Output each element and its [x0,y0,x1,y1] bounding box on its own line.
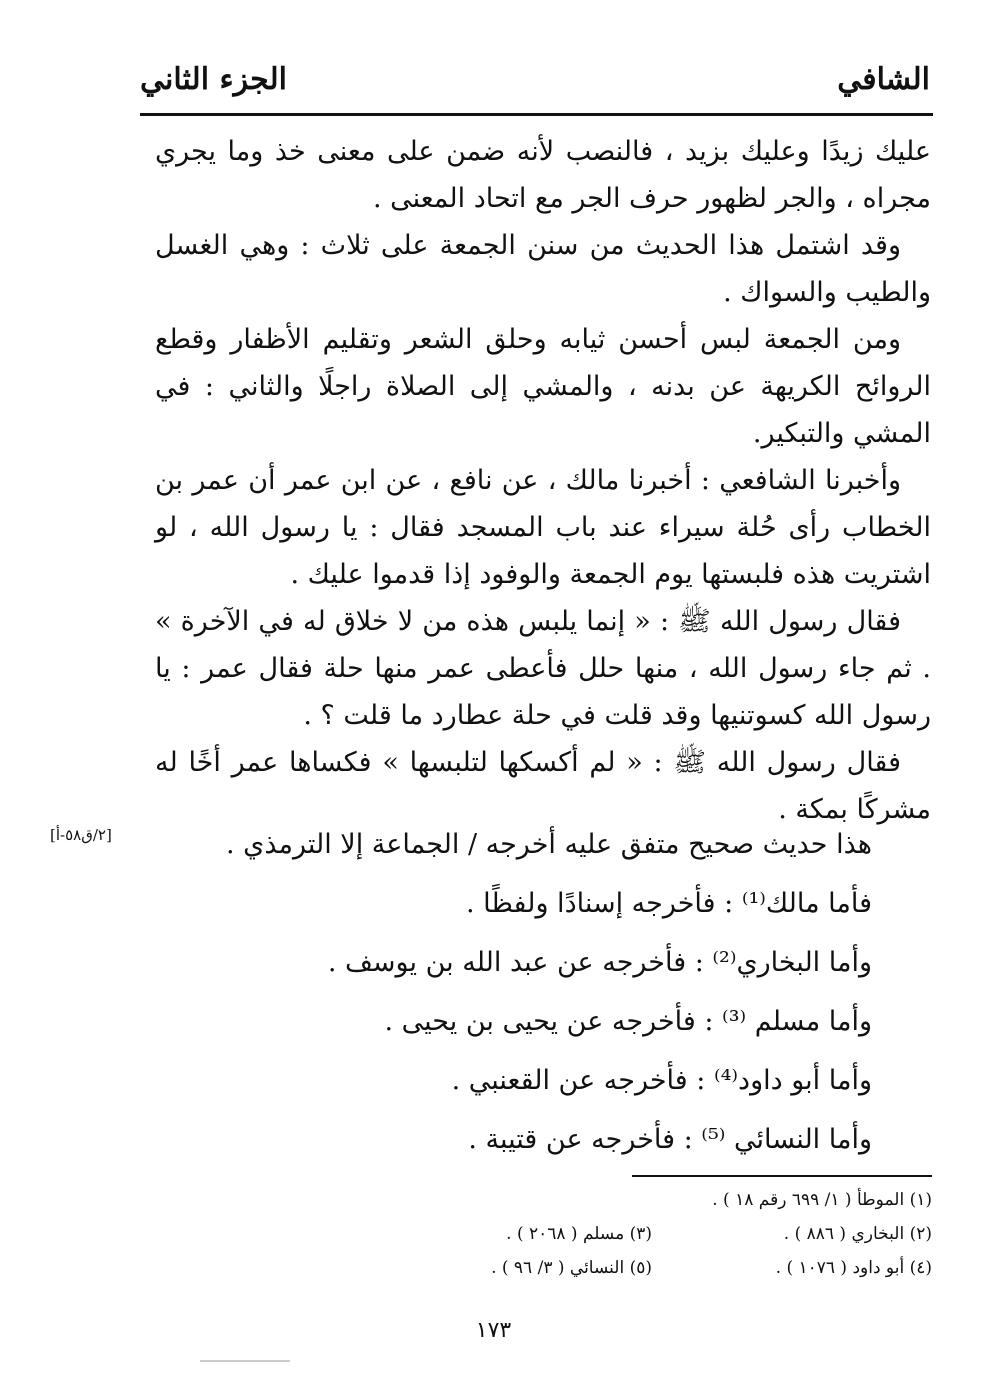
paragraph: وأخبرنا الشافعي : أخبرنا مالك ، عن نافع ، عن ابن عمر أن عمر بن الخطاب رأى حُلة سيراء عند باب المسجد فقال : يا رسول الله ، لو اشتريت هذه فلبستها يوم الجمعة والوفود إذا قدموا عليك . [155,465,931,590]
footnote-3: (٣) مسلم ( ٢٠٦٨ ) . [506,1224,652,1244]
takhrij-line: وأما أبو داود⁽⁴⁾ : فأخرجه عن القعنبي . [451,1065,872,1096]
footnote-5: (٥) النسائي ( ٣/ ٩٦ ) . [491,1258,652,1278]
volume-title: الجزء الثاني [140,62,287,97]
header-rule [140,113,933,116]
scan-artifact [200,1360,290,1362]
takhrij-line: وأما البخاري⁽²⁾ : فأخرجه عن عبد الله بن يوسف . [327,947,872,978]
footnote-2: (٢) البخاري ( ٨٨٦ ) . [783,1224,932,1244]
footnotes [372,1183,932,1285]
book-title: الشافي [837,62,930,97]
takhrij-line: فأما مالك⁽¹⁾ : فأخرجه إسنادًا ولفظًا . [466,888,872,919]
footnote-rule [632,1175,932,1177]
takhrij-list [202,815,902,1169]
footnote-row [372,1183,932,1217]
takhrij-line: وأما مسلم ⁽³⁾ : فأخرجه عن يحيى بن يحيى . [384,1006,872,1037]
paragraph: ومن الجمعة لبس أحسن ثيابه وحلق الشعر وتقليم الأظفار وقطع الروائح الكريهة عن بدنه ، والمشي إلى الصلاة راجلًا والثاني : في المشي والتبكير. [155,324,931,449]
running-header [140,62,930,110]
paragraph: فقال رسول الله ﷺ : « لم أكسكها لتلبسها » فكساها عمر أخًا له مشركًا بمكة . [155,747,931,825]
takhrij-line: هذا حديث صحيح متفق عليه أخرجه / الجماعة إلا الترمذي . [226,829,872,860]
main-text [155,128,931,833]
takhrij-line: وأما النسائي ⁽⁵⁾ : فأخرجه عن قتيبة . [468,1124,872,1155]
footnote-row [372,1217,932,1251]
paragraph: فقال رسول الله ﷺ : « إنما يلبس هذه من لا خلاق له في الآخرة » . ثم جاء رسول الله ، منها حلل فأعطى عمر منها حلة فقال عمر : يا رسول الله كسوتنيها وقد قلت في حلة عطارد ما قلت ؟ . [155,606,931,731]
page-number: ١٧٣ [475,1318,512,1343]
footnote-row [372,1251,932,1285]
paragraph: وقد اشتمل هذا الحديث من سنن الجمعة على ثلاث : وهي الغسل والطيب والسواك . [155,230,931,308]
paragraph: عليك زيدًا وعليك بزيد ، فالنصب لأنه ضمن على معنى خذ وما يجري مجراه ، والجر لظهور حرف الجر مع اتحاد المعنى . [155,136,931,214]
manuscript-folio-note: [٢/ق٥٨-أ] [50,826,112,844]
footnote-4: (٤) أبو داود ( ١٠٧٦ ) . [775,1258,932,1278]
footnote-1: (١) الموطأ ( ١/ ٦٩٩ رقم ١٨ ) . [712,1190,932,1210]
